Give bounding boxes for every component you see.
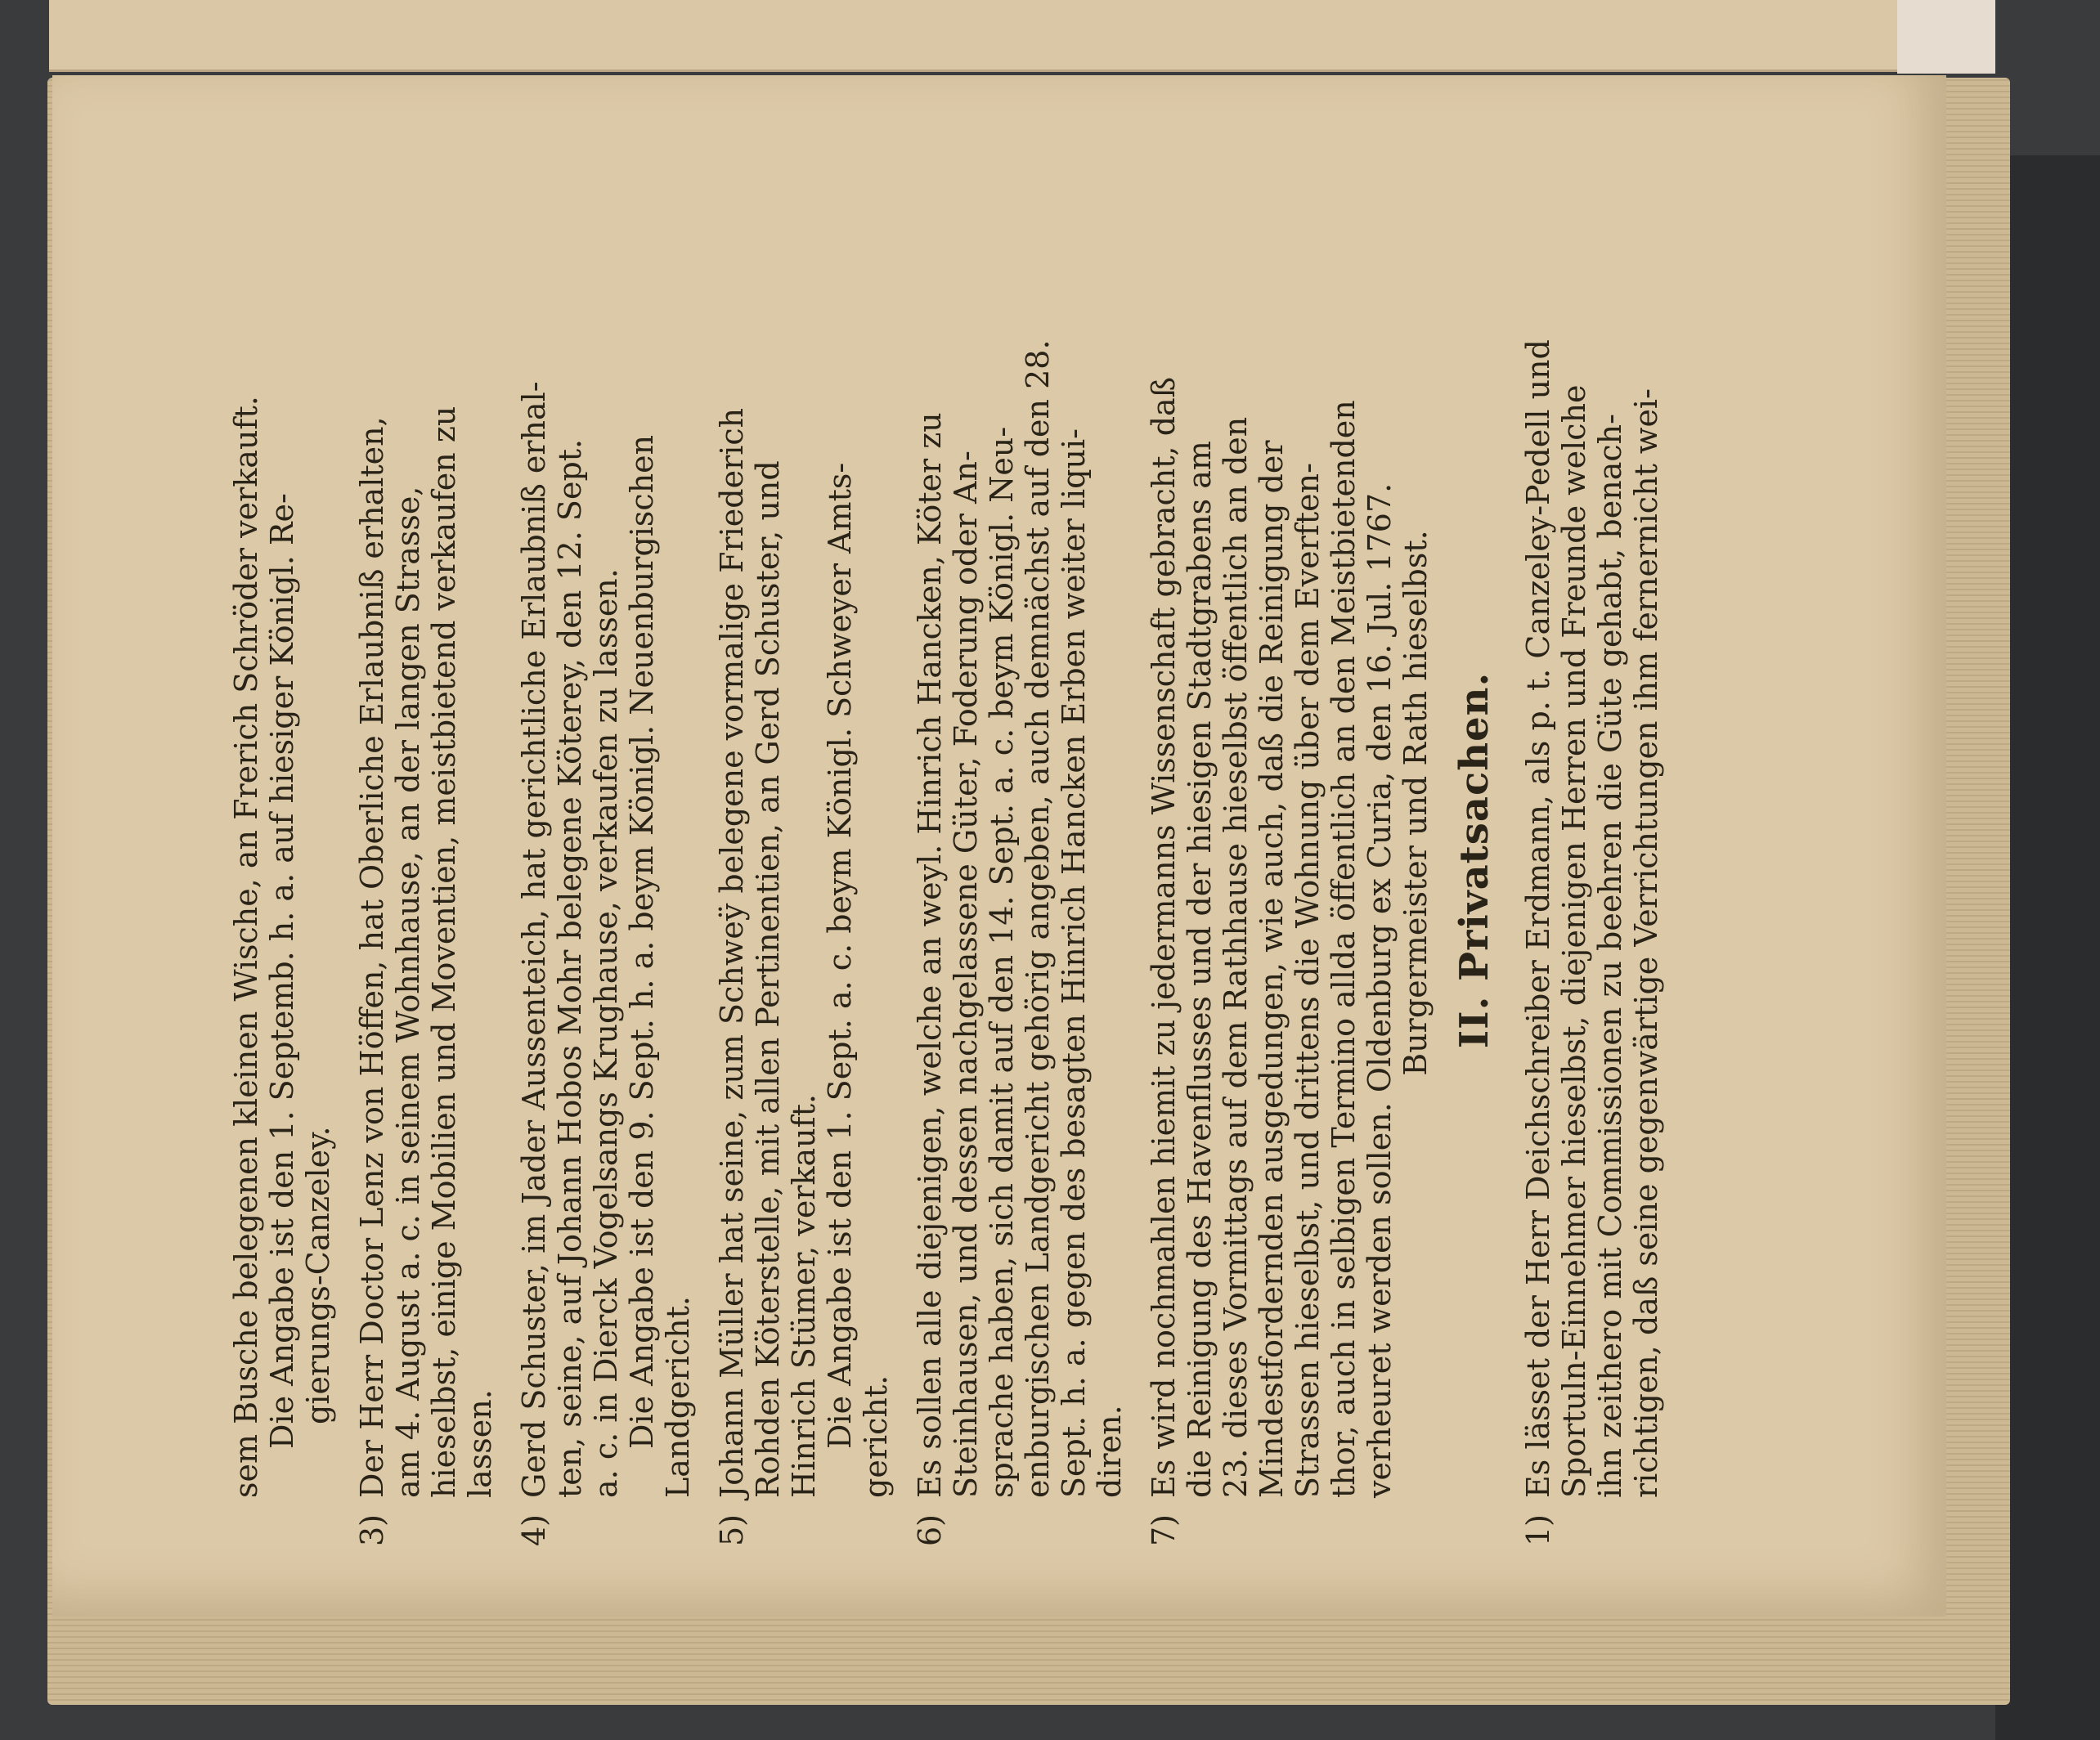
text-line: enburgischen Landgericht gehörig angeben, auch demnächst auf den 28.	[1020, 339, 1056, 1498]
text-line: gierungs-Canzeley.	[300, 1126, 336, 1424]
notice-item	[1146, 108, 1434, 1612]
item-number: 6)	[912, 1514, 948, 1547]
text-line: sem Busche belegenen kleinen Wische, an Frerich Schröder verkauft.	[228, 396, 264, 1498]
text-line: Die Angabe ist den 1. Sept. a. c. beym Königl. Schweyer Amts-	[822, 462, 858, 1449]
item-number: 1)	[1520, 1514, 1556, 1547]
text-line: die Reinigung des Havenflusses und der hiesigen Stadtgrabens am	[1182, 441, 1218, 1498]
text-line: Der Herr Doctor Lenz von Höffen, hat Oberliche Erlaubniß erhalten,	[354, 416, 390, 1498]
item-number: 7)	[1146, 1514, 1182, 1547]
item-number: 4)	[516, 1514, 552, 1547]
page-content	[228, 108, 1682, 1612]
section-heading: II. Privatsachen.	[1452, 671, 1497, 1049]
text-line: Mindestfordernden ausgedungen, wie auch, daß die Reinigung der	[1254, 440, 1290, 1498]
text-line: verheuret werden sollen. Oldenburg ex Curia, den 16. Jul. 1767.	[1362, 482, 1398, 1498]
text-line: ten, seine, auf Johann Hobos Mohr belegene Köterey, den 12. Sept.	[552, 438, 588, 1498]
text-line: hieselbst, einige Mobilien und Moventien, meistbietend verkaufen zu	[426, 406, 462, 1498]
text-line: Gerd Schuster, im Jader Aussenteich, hat gerichtliche Erlaubniß erhal-	[516, 381, 552, 1498]
text-line: Die Angabe ist den 1. Septemb. h. a. auf hiesiger Königl. Re-	[264, 493, 300, 1449]
rotated-text-block	[228, 108, 1855, 1612]
text-line: am 4. August a. c. in seinem Wohnhause, an der langen Strasse,	[390, 486, 426, 1498]
text-line: Die Angabe ist den 9. Sept. h. a. beym Königl. Neuenburgischen	[624, 434, 660, 1449]
text-line: Rohden Köterstelle, mit allen Pertinentien, an Gerd Schuster, und	[750, 460, 786, 1498]
text-line: Landgericht.	[660, 1296, 696, 1498]
text-line: a. c. in Dierck Vogelsangs Krughause, verkaufen zu lassen.	[588, 568, 624, 1498]
item-number: 3)	[354, 1514, 390, 1547]
notice-item	[912, 108, 1128, 1612]
notice-item	[354, 108, 498, 1612]
text-line: ihn zeithero mit Commissionen zu beehren die Güte gehabt, benach-	[1592, 414, 1628, 1498]
text-line: thor, auch in selbigen Termino allda öffentlich an den Meistbietenden	[1326, 400, 1362, 1498]
notice-item	[516, 108, 696, 1612]
background-dark-right	[1995, 155, 2100, 1740]
text-line: Burgermeister und Rath hieselbst.	[1398, 530, 1434, 1076]
notice-item	[714, 108, 894, 1612]
text-line: Es sollen alle diejenigen, welche an weyl. Hinrich Hancken, Köter zu	[912, 412, 948, 1498]
notice-item	[228, 108, 336, 1612]
text-line: gericht.	[858, 1375, 894, 1498]
text-line: diren.	[1092, 1405, 1128, 1498]
text-line: Sportuln-Einnehmer hieselbst, diejenigen Herren und Freunde welche	[1556, 384, 1592, 1498]
text-line: lassen.	[462, 1389, 498, 1498]
text-line: richtigen, daß seine gegenwärtige Verrichtungen ihm fernernicht wei-	[1628, 388, 1664, 1498]
document-page	[52, 75, 1946, 1617]
text-line: Steinhausen, und dessen nachgelassene Güter, Foderung oder An-	[948, 451, 984, 1498]
text-line: Hinrich Stümer, verkauft.	[786, 1093, 822, 1498]
private-notice-item	[1520, 108, 1664, 1612]
text-line: 23. dieses Vormittags auf dem Rathhause hieselbst öffentlich an den	[1218, 416, 1254, 1498]
text-line: Sept. h. a. gegen des besagten Hinrich Hancken Erben weiter liqui-	[1056, 428, 1092, 1498]
facing-page-corner	[1897, 0, 1995, 74]
text-line: sprache haben, sich damit auf den 14. Sept. a. c. beym Königl. Neu-	[984, 426, 1020, 1498]
item-number: 5)	[714, 1514, 750, 1547]
text-line: Es lässet der Herr Deichschreiber Erdmann, als p. t. Canzeley-Pedell und	[1520, 339, 1556, 1498]
text-line: Es wird nochmahlen hiemit zu jedermanns Wissenschaft gebracht, daß	[1146, 376, 1182, 1498]
text-line: Strassen hieselbst, und drittens die Wohnung über dem Everften-	[1290, 463, 1326, 1498]
facing-page-edge	[49, 0, 1922, 72]
text-line: Johann Müller hat seine, zum Schweÿ belegene vormalige Friederich	[714, 407, 750, 1498]
